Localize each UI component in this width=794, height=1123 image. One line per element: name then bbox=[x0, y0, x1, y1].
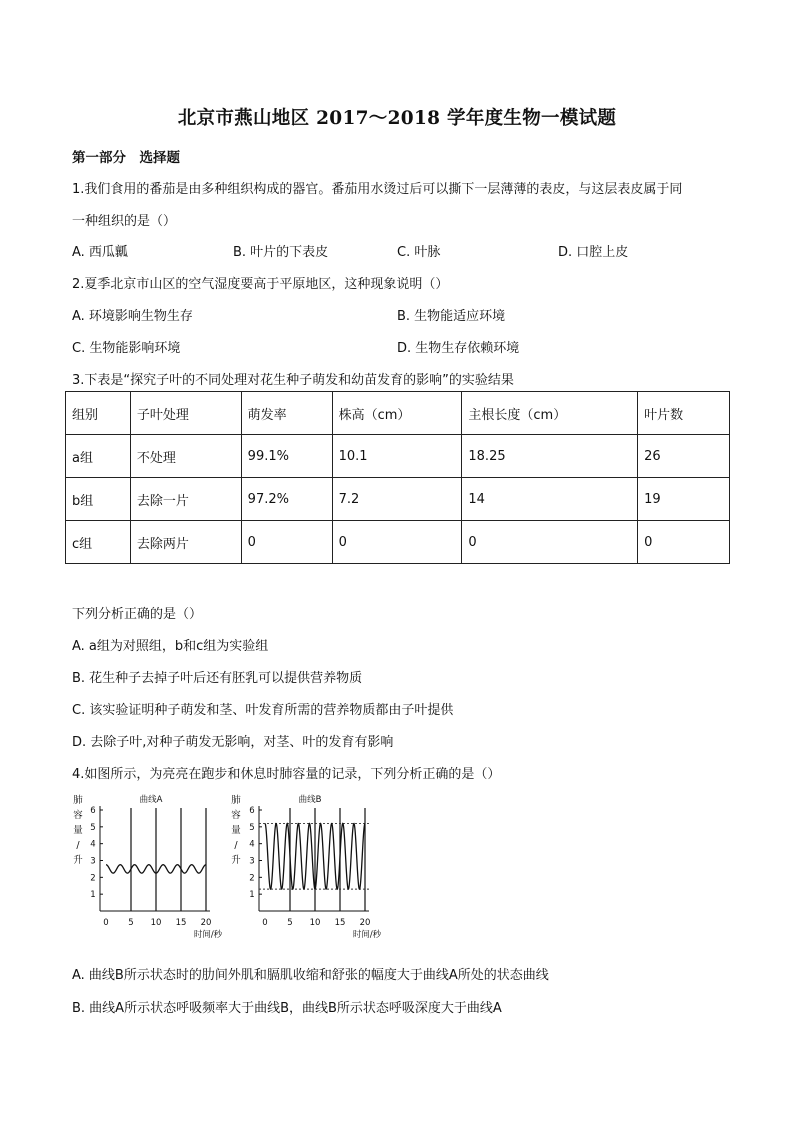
x-axis-label: 时间/秒 bbox=[193, 930, 223, 940]
table-cell: 0 bbox=[638, 521, 730, 564]
q3-option-c: C. 该实验证明种子萌发和茎、叶发育所需的营养物质都由子叶提供 bbox=[72, 703, 454, 718]
x-tick-label: 0 bbox=[262, 918, 268, 928]
table-cell: c组 bbox=[66, 521, 131, 564]
table-header-cell: 萌发率 bbox=[241, 392, 332, 435]
x-tick-label: 20 bbox=[359, 918, 371, 928]
x-tick-label: 10 bbox=[309, 918, 321, 928]
q3-prompt: 下列分析正确的是（） bbox=[72, 607, 203, 622]
x-tick-label: 5 bbox=[128, 918, 134, 928]
table-cell: 0 bbox=[241, 521, 332, 564]
q2-option-d: D. 生物生存依赖环境 bbox=[397, 341, 520, 356]
q3-option-b: B. 花生种子去掉子叶后还有胚乳可以提供营养物质 bbox=[72, 671, 363, 686]
y-axis-label-char: 量 bbox=[231, 825, 241, 836]
table-row bbox=[66, 435, 730, 478]
q1-option-b: B. 叶片的下表皮 bbox=[233, 245, 329, 260]
q4-stem: 4.如图所示，为亮亮在跑步和休息时肺容量的记录，下列分析正确的是（） bbox=[72, 767, 501, 782]
table-cell: a组 bbox=[66, 435, 131, 478]
y-tick-label: 2 bbox=[249, 873, 255, 884]
q2-option-a: A. 环境影响生物生存 bbox=[72, 309, 193, 324]
y-tick-label: 6 bbox=[249, 806, 255, 816]
table-cell: 26 bbox=[638, 435, 730, 478]
q2-option-b: B. 生物能适应环境 bbox=[397, 309, 506, 324]
y-axis-label-char: 量 bbox=[73, 825, 83, 836]
y-axis-label-char: 升 bbox=[73, 855, 83, 866]
q1-stem-line1: 1.我们食用的番茄是由多种组织构成的器官。番茄用水烫过后可以撕下一层薄薄的表皮，与这层表皮属于同 bbox=[72, 182, 683, 197]
q1-option-a: A. 西瓜瓤 bbox=[72, 245, 128, 260]
table-cell: 10.1 bbox=[332, 435, 462, 478]
table-cell: b组 bbox=[66, 478, 131, 521]
table-header-cell: 叶片数 bbox=[638, 392, 730, 435]
page-title: 北京市燕山地区 2017～2018 学年度生物一模试题 bbox=[177, 108, 617, 129]
table-cell: 97.2% bbox=[241, 478, 332, 521]
table-cell: 19 bbox=[638, 478, 730, 521]
y-tick-label: 4 bbox=[249, 839, 255, 850]
table-header-cell: 子叶处理 bbox=[130, 392, 241, 435]
table-cell: 不处理 bbox=[130, 435, 241, 478]
y-tick-label: 1 bbox=[90, 890, 96, 901]
table-cell: 去除两片 bbox=[130, 521, 241, 564]
section-heading: 第一部分 选择题 bbox=[72, 150, 180, 166]
y-axis-label-char: 容 bbox=[231, 810, 241, 821]
table-cell: 0 bbox=[332, 521, 462, 564]
table-cell: 0 bbox=[462, 521, 638, 564]
q3-stem: 3.下表是“探究子叶的不同处理对花生种子萌发和幼苗发育的影响”的实验结果 bbox=[72, 373, 514, 388]
y-tick-label: 6 bbox=[90, 806, 96, 816]
table-header-row bbox=[66, 392, 730, 435]
table-cell: 99.1% bbox=[241, 435, 332, 478]
chart-title: 曲线B bbox=[298, 795, 322, 805]
y-tick-label: 1 bbox=[249, 890, 255, 901]
lung-capacity-figure bbox=[72, 790, 402, 954]
x-tick-label: 20 bbox=[200, 918, 212, 928]
y-axis-label-char: 肺 bbox=[73, 795, 83, 806]
table-cell: 18.25 bbox=[462, 435, 638, 478]
x-tick-label: 15 bbox=[334, 918, 346, 928]
x-tick-label: 5 bbox=[287, 918, 293, 928]
x-tick-label: 10 bbox=[150, 918, 162, 928]
lung-capacity-charts bbox=[72, 790, 402, 950]
y-axis-label-char: / bbox=[76, 840, 80, 851]
q3-option-a: A. a组为对照组，b和c组为实验组 bbox=[72, 639, 269, 654]
table-row bbox=[66, 521, 730, 564]
chart-curve-a bbox=[73, 794, 222, 940]
chart-curve-b bbox=[231, 794, 381, 940]
y-axis-label-char: 升 bbox=[231, 855, 241, 866]
y-axis-label-char: 肺 bbox=[231, 795, 241, 806]
table-cell: 14 bbox=[462, 478, 638, 521]
table-row bbox=[66, 478, 730, 521]
y-axis-label-char: 容 bbox=[73, 810, 83, 821]
x-tick-label: 0 bbox=[103, 918, 109, 928]
y-tick-label: 3 bbox=[90, 856, 96, 867]
y-tick-label: 5 bbox=[90, 822, 96, 833]
table-header-cell: 组别 bbox=[66, 392, 131, 435]
y-axis-label-char: / bbox=[234, 840, 238, 851]
q1-stem-line2: 一种组织的是（） bbox=[72, 214, 177, 229]
q1-option-d: D. 口腔上皮 bbox=[558, 245, 629, 260]
table-header-cell: 株高（cm） bbox=[332, 392, 462, 435]
q4-option-a: A. 曲线B所示状态时的肋间外肌和膈肌收缩和舒张的幅度大于曲线A所处的状态曲线 bbox=[72, 968, 549, 983]
table-cell: 去除一片 bbox=[130, 478, 241, 521]
q3-option-d: D. 去除子叶,对种子萌发无影响，对茎、叶的发育有影响 bbox=[72, 735, 394, 750]
table-header-cell: 主根长度（cm） bbox=[462, 392, 638, 435]
q2-option-c: C. 生物能影响环境 bbox=[72, 341, 181, 356]
y-tick-label: 4 bbox=[90, 839, 96, 850]
chart-title: 曲线A bbox=[139, 795, 163, 805]
q2-stem: 2.夏季北京市山区的空气湿度要高于平原地区，这种现象说明（） bbox=[72, 277, 449, 292]
y-tick-label: 2 bbox=[90, 873, 96, 884]
x-axis-label: 时间/秒 bbox=[352, 930, 382, 940]
y-tick-label: 5 bbox=[249, 822, 255, 833]
q4-option-b: B. 曲线A所示状态呼吸频率大于曲线B，曲线B所示状态呼吸深度大于曲线A bbox=[72, 1001, 502, 1016]
q1-option-c: C. 叶脉 bbox=[397, 245, 441, 260]
y-tick-label: 3 bbox=[249, 856, 255, 867]
x-tick-label: 15 bbox=[175, 918, 187, 928]
results-table bbox=[65, 391, 730, 564]
table-cell: 7.2 bbox=[332, 478, 462, 521]
